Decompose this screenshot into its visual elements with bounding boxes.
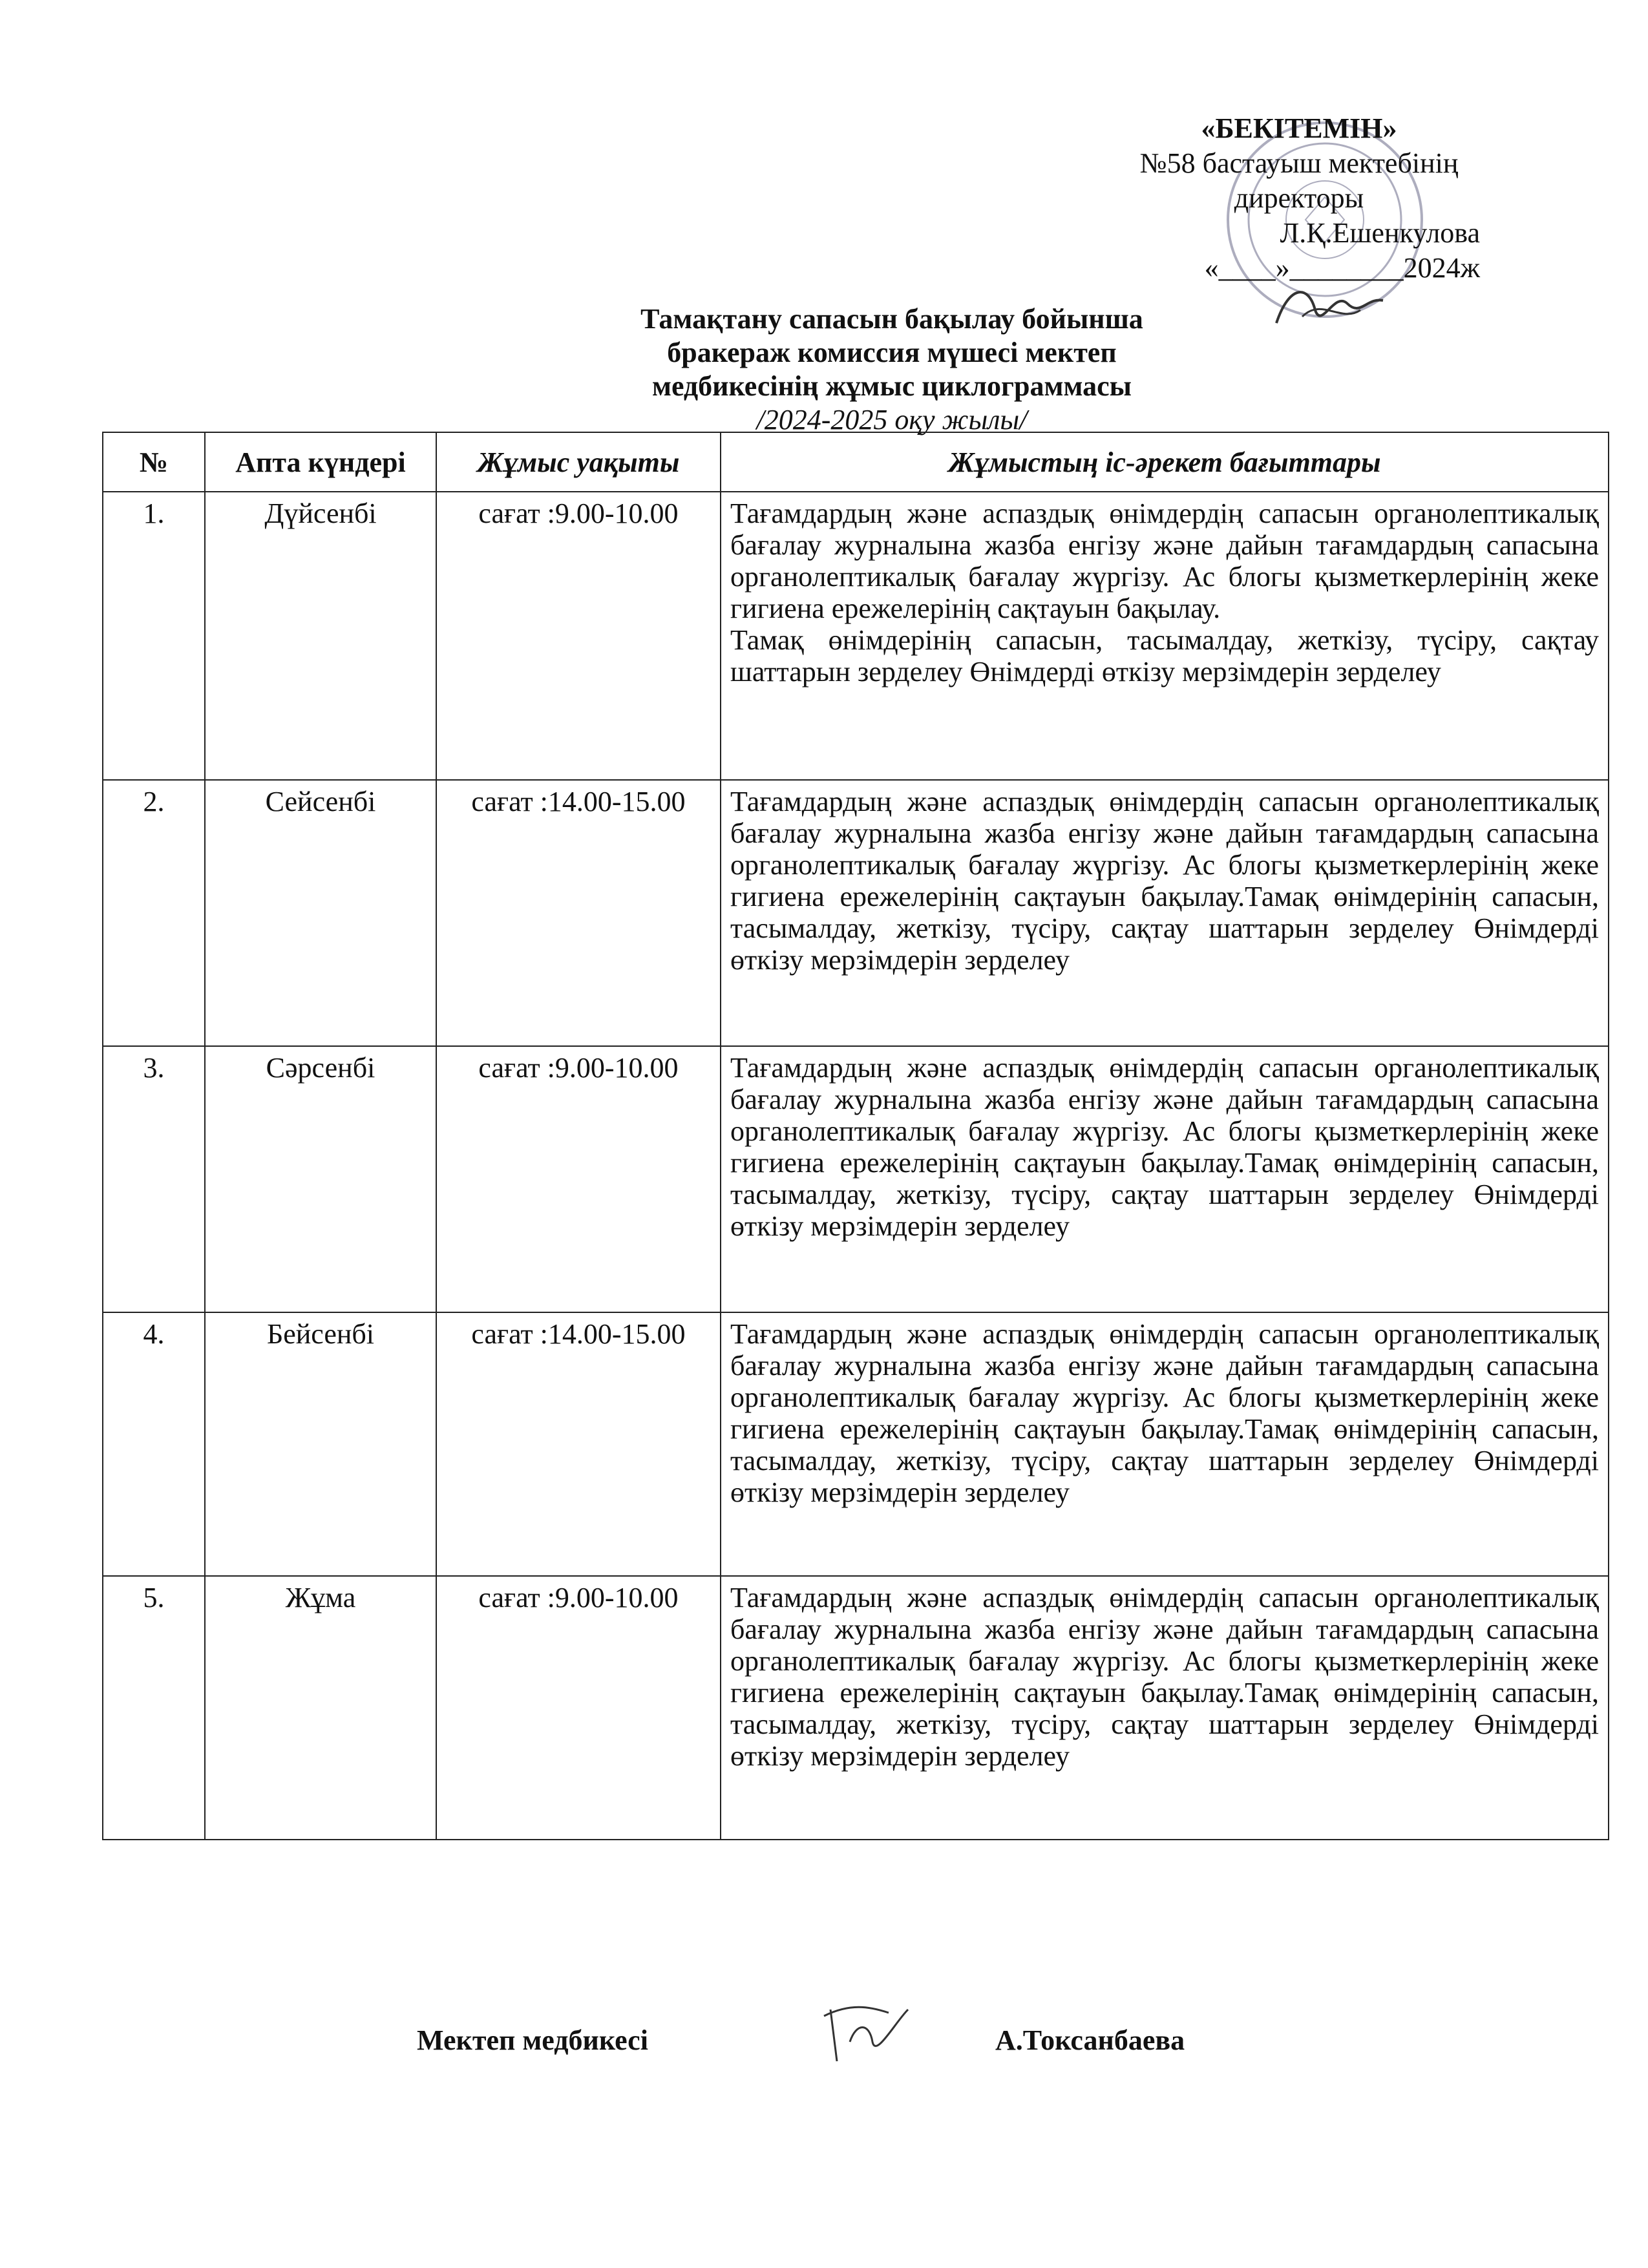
col-header-time: Жұмыс уақыты: [436, 432, 721, 492]
row-activity-text: Тағамдардың және аспаздық өнімдердің сапасын органолептикалық бағалау журналына жазба енгізу және дайын тағамдардың сапасына органолептикалық бағалау жүргізу. Ас блогы қызметкерлерінің жеке гигиена ережелерінің сақтауын бақылау.Тамақ өнімдерінің сапасын, тасымалдау, жеткізу, түсіру, сақтау шаттарын зерделеу Өнімдерді өткізу мерзімдерін зерделеу: [721, 1576, 1609, 1840]
row-number: 2.: [103, 780, 205, 1046]
table-row: [103, 1576, 1609, 1840]
col-header-weekday: Апта күндері: [205, 432, 436, 492]
approval-director: Л.Қ.Ешенкулова: [1280, 217, 1480, 249]
col-header-activity: Жұмыстың іс-әрекет бағыттары: [721, 432, 1609, 492]
row-weekday: Сейсенбі: [205, 780, 436, 1046]
row-weekday: Сәрсенбі: [205, 1046, 436, 1312]
nurse-signature: [811, 1997, 927, 2074]
row-activity-text: Тағамдардың және аспаздық өнімдердің сапасын органолептикалық бағалау журналына жазба енгізу және дайын тағамдардың сапасына органолептикалық бағалау жүргізу. Ас блогы қызметкерлерінің жеке гигиена ережелерінің сақтауын бақылау.: [730, 498, 1599, 624]
row-time: сағат :9.00-10.00: [436, 1046, 721, 1312]
row-time: сағат :9.00-10.00: [436, 1576, 721, 1840]
approval-date: «____»________2024ж: [1204, 252, 1480, 284]
row-time: сағат :14.00-15.00: [436, 780, 721, 1046]
row-number: 5.: [103, 1576, 205, 1840]
row-number: 4.: [103, 1312, 205, 1576]
approval-title: «БЕКІТЕМІН»: [1201, 112, 1397, 144]
director-signature: [1263, 271, 1393, 342]
table-row: [103, 1046, 1609, 1312]
signer-role: Мектеп медбикесі: [417, 2024, 648, 2056]
approval-school: №58 бастауыш мектебінің: [1139, 147, 1459, 179]
row-weekday: Дүйсенбі: [205, 492, 436, 780]
row-number: 3.: [103, 1046, 205, 1312]
table-header-row: [103, 432, 1609, 492]
heading-line-3: медбикесінің жұмыс циклограммасы: [651, 370, 1132, 402]
table-row: [103, 492, 1609, 780]
row-weekday: Жұма: [205, 1576, 436, 1840]
row-activity-text-2: Тамақ өнімдерінің сапасын, тасымалдау, жеткізу, түсіру, сақтау шаттарын зерделеу Өнімдерді өткізу мерзімдерін зерделеу: [730, 624, 1599, 688]
approval-block: [1092, 111, 1506, 286]
row-activity: [721, 492, 1609, 780]
heading-line-2: бракераж комиссия мүшесі мектеп: [667, 337, 1117, 368]
heading-line-1: Тамақтану сапасын бақылау бойынша: [640, 303, 1143, 335]
row-activity-text: Тағамдардың және аспаздық өнімдердің сапасын органолептикалық бағалау журналына жазба енгізу және дайын тағамдардың сапасына органолептикалық бағалау жүргізу. Ас блогы қызметкерлерінің жеке гигиена ережелерінің сақтауын бақылау.Тамақ өнімдерінің сапасын, тасымалдау, жеткізу, түсіру, сақтау шаттарын зерделеу Өнімдерді өткізу мерзімдерін зерделеу: [721, 1312, 1609, 1576]
table-row: [103, 780, 1609, 1046]
col-header-number: №: [103, 432, 205, 492]
academic-year: /2024-2025 оқу жылы/: [756, 404, 1028, 436]
approval-position: директоры: [1234, 182, 1364, 214]
row-activity-text: Тағамдардың және аспаздық өнімдердің сапасын органолептикалық бағалау журналына жазба енгізу және дайын тағамдардың сапасына органолептикалық бағалау жүргізу. Ас блогы қызметкерлерінің жеке гигиена ережелерінің сақтауын бақылау.Тамақ өнімдерінің сапасын, тасымалдау, жеткізу, түсіру, сақтау шаттарын зерделеу Өнімдерді өткізу мерзімдерін зерделеу: [721, 780, 1609, 1046]
row-number: 1.: [103, 492, 205, 780]
signer-name: А.Токсанбаева: [995, 2024, 1185, 2056]
row-activity-text: Тағамдардың және аспаздық өнімдердің сапасын органолептикалық бағалау журналына жазба енгізу және дайын тағамдардың сапасына органолептикалық бағалау жүргізу. Ас блогы қызметкерлерінің жеке гигиена ережелерінің сақтауын бақылау.Тамақ өнімдерінің сапасын, тасымалдау, жеткізу, түсіру, сақтау шаттарын зерделеу Өнімдерді өткізу мерзімдерін зерделеу: [721, 1046, 1609, 1312]
schedule-table: [102, 432, 1609, 1840]
document-heading: [504, 302, 1280, 437]
table-row: [103, 1312, 1609, 1576]
row-weekday: Бейсенбі: [205, 1312, 436, 1576]
row-time: сағат :9.00-10.00: [436, 492, 721, 780]
row-time: сағат :14.00-15.00: [436, 1312, 721, 1576]
